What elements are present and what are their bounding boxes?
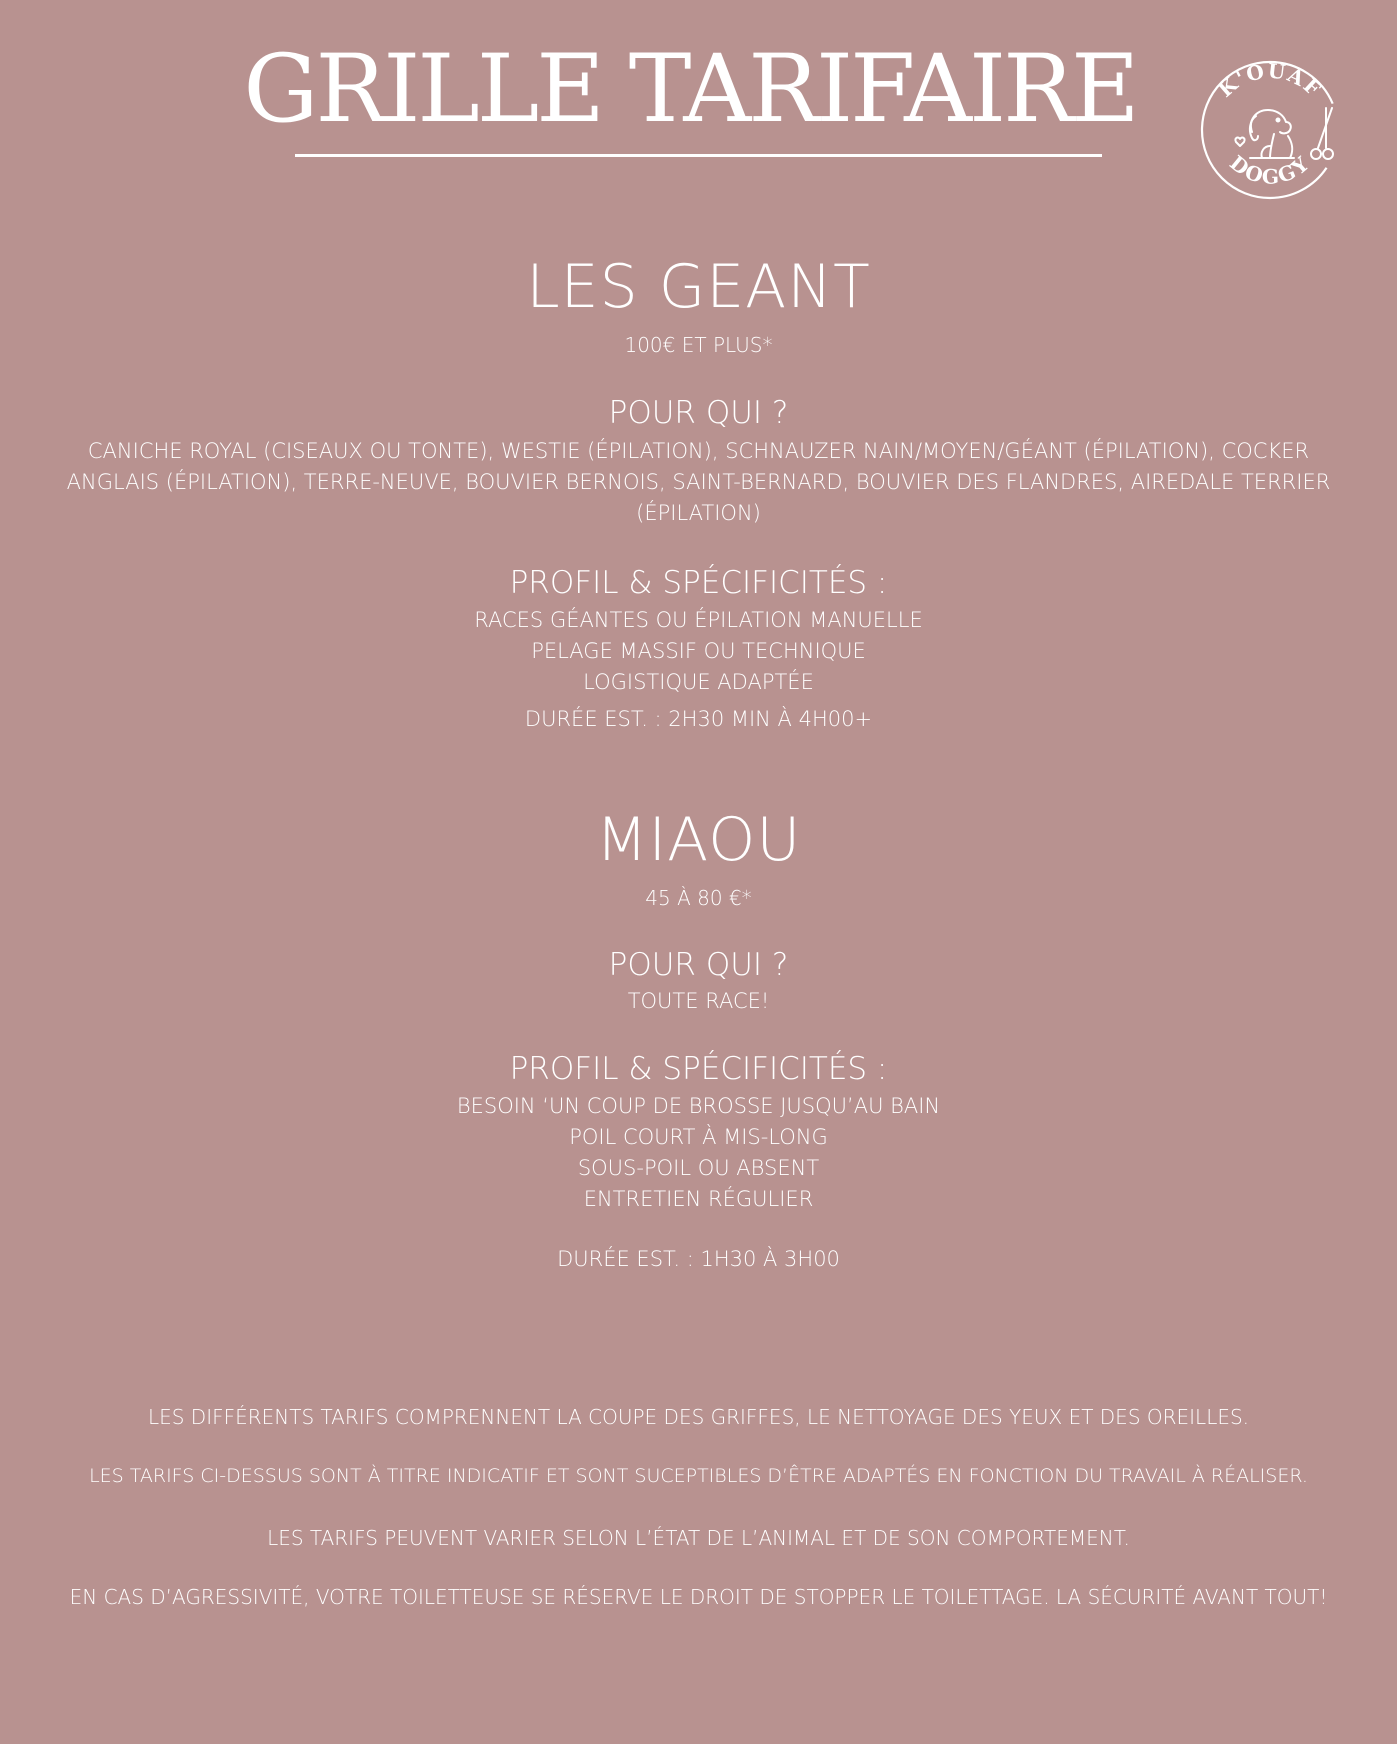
profil-item: LOGISTIQUE ADAPTÉE [583,670,814,694]
section-title-miaou: MIAOU [595,805,802,875]
profil-heading-les-geant: PROFIL & SPÉCIFICITÉS : [509,565,888,601]
note-line: LES TARIFS CI-DESSUS SONT À TITRE INDICATIF ET SONT SUCEPTIBLES D’ÊTRE ADAPTÉS EN FONCTION DU TRAVAIL À RÉALISER. [89,1465,1308,1487]
profil-item: RACES GÉANTES OU ÉPILATION MANUELLE [474,608,923,632]
profil-item: SOUS-POIL OU ABSENT [577,1156,820,1180]
logo-bottom-text: DOGGY [1225,150,1315,189]
profil-item: PELAGE MASSIF OU TECHNIQUE [531,639,866,663]
duration-les-geant: DURÉE EST. : 2H30 MIN À 4H00+ [524,707,873,731]
pour-qui-heading-miaou: POUR QUI ? [608,947,789,983]
pour-qui-text-miaou: TOUTE RACE! [627,989,770,1013]
price-miaou: 45 À 80 €* [645,886,752,910]
page-title: GRILLE TARIFAIRE [243,35,1137,144]
pour-qui-text-les-geant: CANICHE ROYAL (CISEAUX OU TONTE), WESTIE (ÉPILATION), SCHNAUZER NAIN/MOYEN/GÉANT (ÉPILATION), COCKER ANGLAIS (ÉPILATION), TERRE-NEUVE, BOUVIER BERNOIS, SAINT-BERNARD, BOUVIER DES FLANDRES, AIREDALE TERRIER (ÉPILATION) [66,439,1331,525]
profil-item: BESOIN ‘UN COUP DE BROSSE JUSQU’AU BAIN [456,1094,941,1118]
note-line: EN CAS D’AGRESSIVITÉ, VOTRE TOILETTEUSE SE RÉSERVE LE DROIT DE STOPPER LE TOILETTAGE. LA SÉCURITÉ AVANT TOUT! [69,1585,1328,1609]
duration-miaou: DURÉE EST. : 1H30 À 3H00 [557,1247,840,1271]
title-underline [295,154,1102,157]
section-title-les-geant: LES GEANT [526,252,871,322]
profil-item: ENTRETIEN RÉGULIER [583,1187,814,1211]
profil-item: POIL COURT À MIS-LONG [569,1125,828,1149]
profil-heading-miaou: PROFIL & SPÉCIFICITÉS : [509,1051,888,1087]
note-line: LES TARIFS PEUVENT VARIER SELON L’ÉTAT DE L’ANIMAL ET DE SON COMPORTEMENT. [267,1526,1130,1550]
logo-top-text: K'OUAF [1213,58,1327,102]
price-les-geant: 100€ ET PLUS* [624,333,773,357]
pour-qui-heading-les-geant: POUR QUI ? [608,395,789,431]
dog-scissors-logo-icon [1190,50,1350,210]
note-line: LES DIFFÉRENTS TARIFS COMPRENNENT LA COUPE DES GRIFFES, LE NETTOYAGE DES YEUX ET DES OREILLES. [147,1405,1250,1429]
